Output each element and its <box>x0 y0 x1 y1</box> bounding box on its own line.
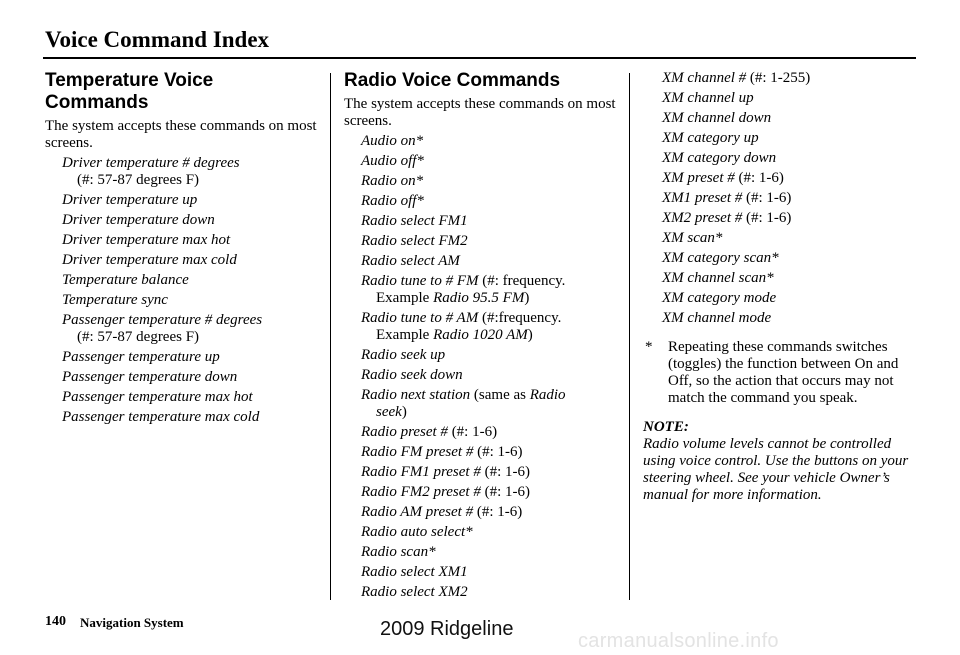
command-text: XM scan* <box>662 230 723 246</box>
command-item <box>45 409 320 426</box>
command-text: Passenger temperature down <box>62 369 238 385</box>
command-text: XM category scan* <box>662 250 779 266</box>
radio-intro: The system accepts these commands on most screens. <box>344 96 616 129</box>
command-text: Passenger temperature max cold <box>62 409 260 425</box>
command-item <box>344 564 624 581</box>
command-item <box>344 504 624 521</box>
command-text: Radio off* <box>361 193 424 209</box>
command-item <box>643 230 923 247</box>
command-text: Passenger temperature up <box>62 349 220 365</box>
command-item <box>344 347 624 364</box>
command-text: Driver temperature # degrees <box>62 155 240 171</box>
note-text: Radio volume levels cannot be controlled using voice control. Use the buttons on your steering wheel. See your vehicle Owner’s manual for more information. <box>643 436 909 503</box>
command-item <box>344 444 624 461</box>
command-text: XM2 preset # <box>662 210 743 226</box>
footnote <box>643 339 923 407</box>
command-item <box>344 213 624 230</box>
command-text: XM preset # <box>662 170 735 186</box>
command-item <box>643 110 923 127</box>
command-item <box>344 133 624 150</box>
command-item <box>344 153 624 170</box>
example-text: seek <box>376 404 402 420</box>
radio-section <box>344 70 624 604</box>
command-note: (#: 57-87 degrees F) <box>77 172 200 188</box>
footer-model-label: 2009 Ridgeline <box>380 618 514 640</box>
command-item <box>344 544 624 561</box>
command-detail: (#: 1-6) <box>473 504 523 520</box>
command-item <box>344 193 624 210</box>
example-text: Radio 95.5 FM <box>433 290 525 306</box>
command-text: Radio preset # <box>361 424 448 440</box>
command-text: XM channel scan* <box>662 270 774 286</box>
command-text: Radio select FM1 <box>361 213 468 229</box>
command-text: Audio off* <box>361 153 424 169</box>
command-text: Radio select FM2 <box>361 233 468 249</box>
command-text: Temperature balance <box>62 272 189 288</box>
command-text: Audio on* <box>361 133 424 149</box>
command-item <box>45 369 320 386</box>
command-text: Driver temperature down <box>62 212 215 228</box>
command-text: Radio tune to # FM <box>361 273 479 289</box>
example-prefix: Example <box>376 327 434 343</box>
command-text: Driver temperature max hot <box>62 232 231 248</box>
note-label: NOTE: <box>643 419 689 435</box>
command-item <box>643 90 923 107</box>
page-title: Voice Command Index <box>45 27 270 52</box>
command-item <box>643 170 923 187</box>
command-text: Radio FM1 preset # <box>361 464 481 480</box>
command-item <box>344 484 624 501</box>
command-text: Radio on* <box>361 173 424 189</box>
command-text: Radio tune to # AM <box>361 310 479 326</box>
command-text: XM channel mode <box>662 310 772 326</box>
command-text: XM category down <box>662 150 777 166</box>
command-item <box>643 310 923 327</box>
example-text: Radio 1020 AM <box>433 327 528 343</box>
command-text: XM1 preset # <box>662 190 743 206</box>
command-text: Driver temperature max cold <box>62 252 237 268</box>
command-subline <box>62 172 320 189</box>
command-text: Driver temperature up <box>62 192 198 208</box>
command-item <box>45 252 320 269</box>
temperature-section <box>45 70 320 429</box>
temperature-heading: Temperature Voice Commands <box>45 70 214 113</box>
xm-command-list <box>643 70 923 327</box>
command-item <box>45 192 320 209</box>
command-item <box>45 232 320 249</box>
command-item <box>344 424 624 441</box>
command-item <box>344 367 624 384</box>
command-item <box>344 584 624 601</box>
header-rule <box>43 57 916 59</box>
command-item <box>344 464 624 481</box>
example-suffix: ) <box>527 327 533 343</box>
example-suffix: ) <box>401 404 407 420</box>
command-text: Radio select AM <box>361 253 460 269</box>
command-text: Radio FM preset # <box>361 444 474 460</box>
command-subline <box>62 329 320 346</box>
command-item <box>643 210 923 227</box>
command-detail: (#: 1-6) <box>447 424 498 440</box>
command-text: Radio select XM2 <box>361 584 468 600</box>
temperature-command-list <box>45 155 320 426</box>
command-item <box>45 292 320 309</box>
xm-section <box>643 70 923 504</box>
example-prefix: Example <box>376 290 434 306</box>
radio-heading: Radio Voice Commands <box>344 70 561 91</box>
command-detail: (#: 1-6) <box>480 464 530 480</box>
command-detail: (#: 1-6) <box>734 170 784 186</box>
command-item <box>344 253 624 270</box>
command-subline <box>361 327 624 344</box>
footnote-text: Repeating these commands switches (toggles) the function between On and Off, so the action that occurs may not match the command you speak. <box>668 339 899 406</box>
command-text: Radio scan* <box>361 544 436 560</box>
command-item <box>45 389 320 406</box>
command-item <box>344 173 624 190</box>
command-text: XM category mode <box>662 290 777 306</box>
command-item <box>45 272 320 289</box>
command-item <box>643 70 923 87</box>
command-text: Temperature sync <box>62 292 168 308</box>
command-item <box>344 233 624 250</box>
command-item <box>643 150 923 167</box>
example-suffix: ) <box>524 290 530 306</box>
command-detail: (#: 1-6) <box>473 444 523 460</box>
command-item <box>344 524 624 541</box>
command-text: Radio AM preset # <box>361 504 474 520</box>
command-text: XM channel down <box>662 110 772 126</box>
radio-command-list <box>344 133 624 601</box>
command-item <box>643 190 923 207</box>
command-item <box>643 250 923 267</box>
command-item <box>643 130 923 147</box>
command-text: Passenger temperature # degrees <box>62 312 263 328</box>
watermark-text: carmanualsonline.info <box>578 630 779 652</box>
command-subline <box>361 290 624 307</box>
command-text: Radio next station <box>361 387 471 403</box>
command-detail: (#: frequency. <box>478 273 566 289</box>
column-divider-2 <box>629 73 630 600</box>
command-item <box>45 212 320 229</box>
command-detail: (#: 1-255) <box>746 70 811 86</box>
footer-section-title: Navigation System <box>80 615 184 630</box>
command-text: Radio auto select* <box>361 524 473 540</box>
command-text: XM category up <box>662 130 759 146</box>
command-detail: (#:frequency. <box>478 310 562 326</box>
command-note: (#: 57-87 degrees F) <box>77 329 200 345</box>
command-text: XM channel # <box>662 70 747 86</box>
command-item <box>45 349 320 366</box>
footnote-star: * <box>645 339 653 355</box>
temperature-intro: The system accepts these commands on most screens. <box>45 118 317 151</box>
command-detail-em: Radio <box>529 387 566 403</box>
command-item <box>344 273 624 307</box>
command-text: Radio FM2 preset # <box>361 484 481 500</box>
command-text: Radio seek down <box>361 367 463 383</box>
command-text: Radio seek up <box>361 347 446 363</box>
column-divider-1 <box>330 73 331 600</box>
command-subline <box>361 404 624 421</box>
command-item <box>643 270 923 287</box>
command-text: Radio select XM1 <box>361 564 468 580</box>
command-text: XM channel up <box>662 90 754 106</box>
command-item <box>45 155 320 189</box>
command-detail: (#: 1-6) <box>480 484 530 500</box>
command-detail: (#: 1-6) <box>742 190 792 206</box>
page-number: 140 <box>45 614 66 629</box>
command-item <box>45 312 320 346</box>
command-detail: (#: 1-6) <box>742 210 792 226</box>
command-item <box>344 310 624 344</box>
command-item <box>344 387 624 421</box>
command-text: Passenger temperature max hot <box>62 389 253 405</box>
command-item <box>643 290 923 307</box>
command-detail: (same as <box>470 387 530 403</box>
